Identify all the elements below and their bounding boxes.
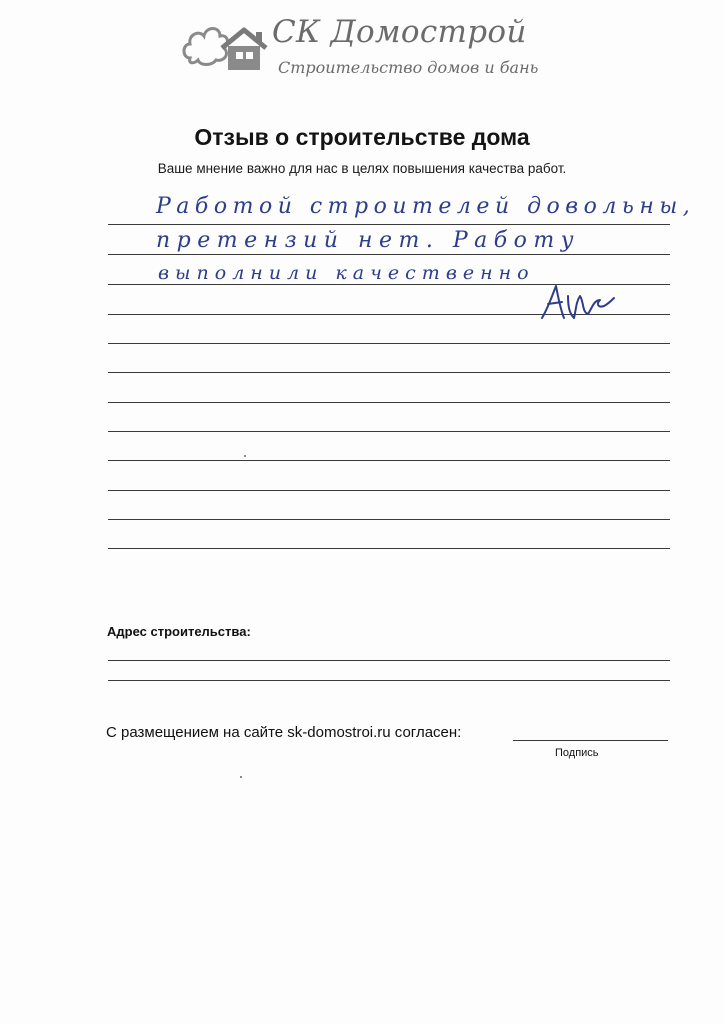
writing-line xyxy=(108,490,670,491)
writing-line xyxy=(108,431,670,432)
scan-speck xyxy=(240,776,242,778)
writing-line xyxy=(108,402,670,403)
writing-line xyxy=(108,372,670,373)
writing-line xyxy=(108,254,670,255)
writing-line xyxy=(108,343,670,344)
scan-speck xyxy=(244,455,246,457)
handwritten-review-line: выполнили качественно xyxy=(158,262,535,284)
handwritten-review-line: Работой строителей довольны, xyxy=(156,194,696,219)
signature-caption: Подпись xyxy=(555,747,599,759)
logo-title: СК Домострой xyxy=(272,14,527,50)
page-title: Отзыв о строительстве дома xyxy=(194,124,530,150)
signature-line xyxy=(513,740,668,741)
writing-line xyxy=(108,548,670,549)
page-subtitle: Ваше мнение важно для нас в целях повышения качества работ. xyxy=(157,161,567,176)
handwritten-signature-icon xyxy=(538,278,618,326)
company-logo xyxy=(180,10,570,88)
address-line xyxy=(108,680,670,681)
writing-line xyxy=(108,460,670,461)
writing-line xyxy=(108,519,670,520)
handwritten-review-line: претензий нет. Работу xyxy=(156,228,581,253)
address-label: Адрес строительства: xyxy=(107,624,251,639)
house-logo-icon xyxy=(180,14,276,74)
logo-subtitle: Строительство домов и бань xyxy=(278,58,539,77)
address-line xyxy=(108,660,670,661)
writing-line xyxy=(108,224,670,225)
consent-text: С размещением на сайте sk-domostroi.ru согласен: xyxy=(106,724,462,741)
